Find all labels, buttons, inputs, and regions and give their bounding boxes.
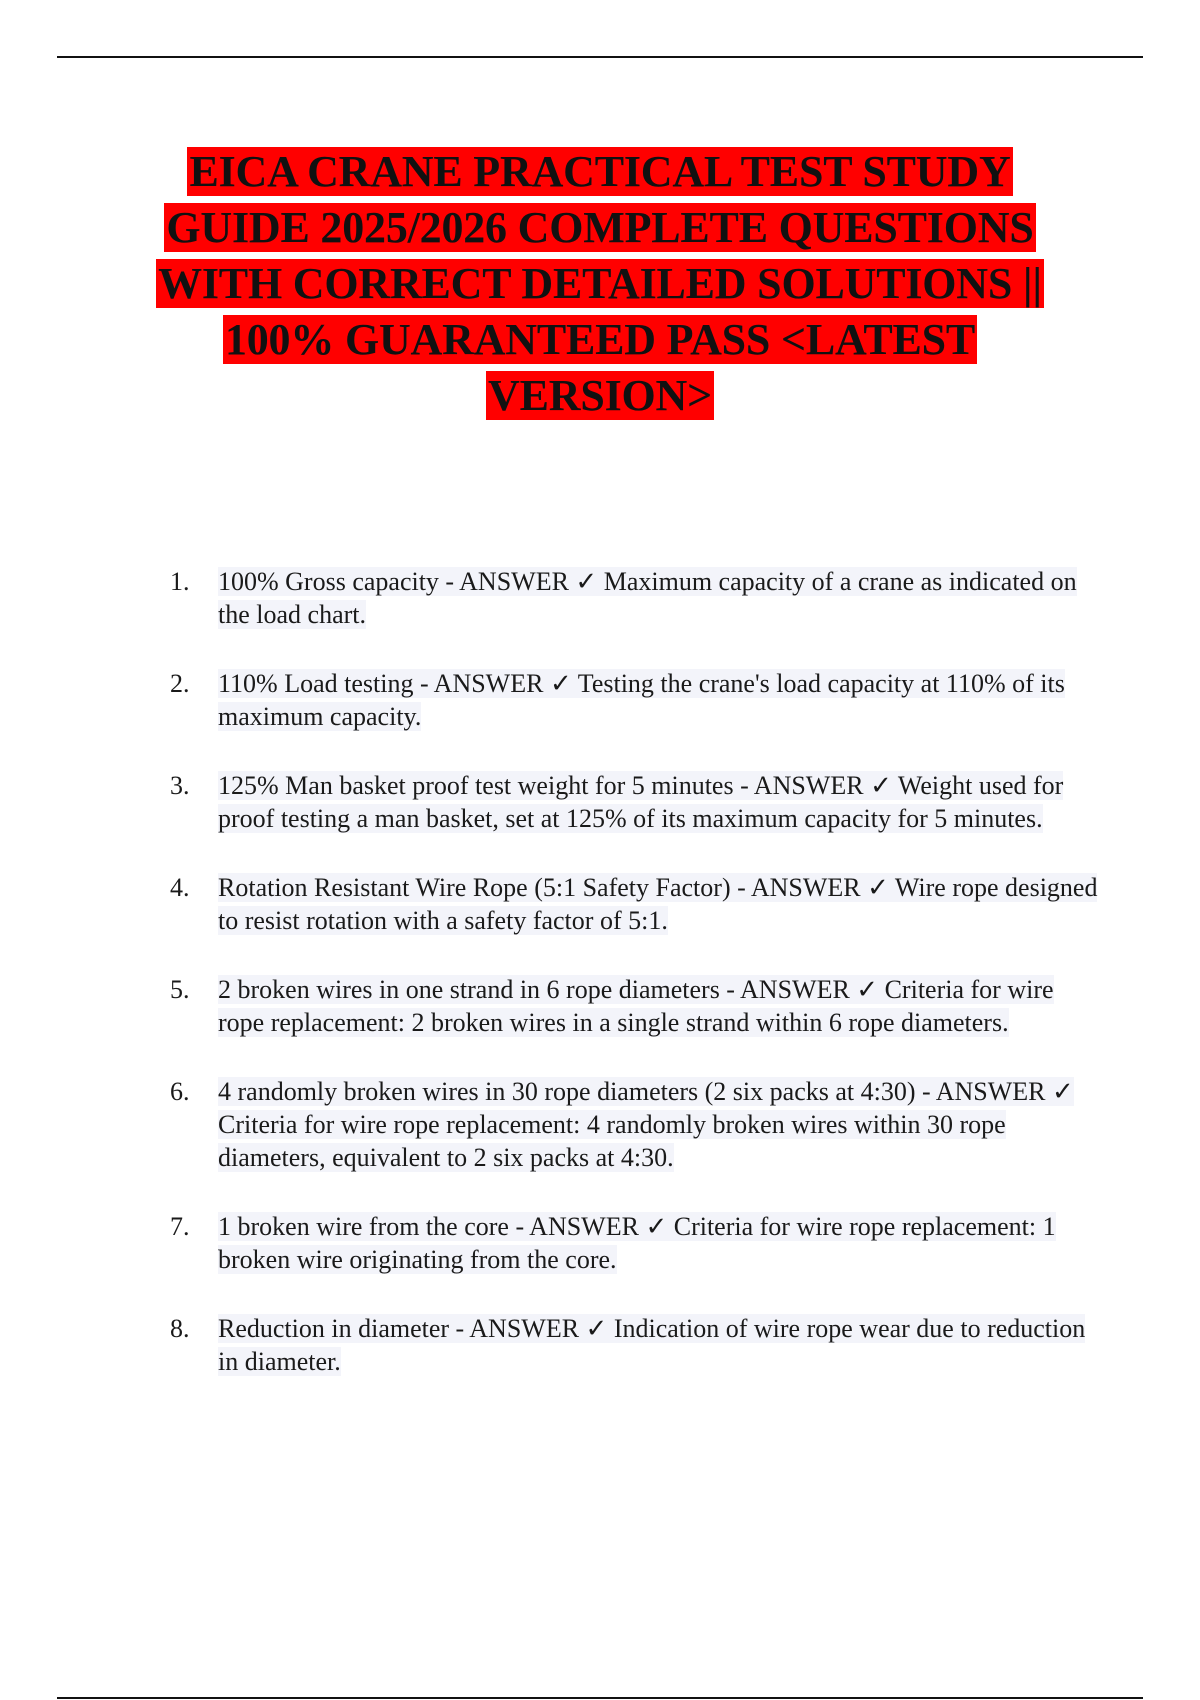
item-text [218, 973, 1100, 1039]
item-number: 6. [170, 1077, 190, 1106]
item-text-content: 1 broken wire from the core - ANSWER ✓ Criteria for wire rope replacement: 1 broken wire originating from the core. [218, 1212, 1056, 1274]
item-text-content: 110% Load testing - ANSWER ✓ Testing the crane's load capacity at 110% of its maximum capacity. [218, 669, 1065, 731]
bottom-rule [57, 1697, 1143, 1699]
item-number: 7. [170, 1212, 190, 1241]
list-item [170, 565, 1100, 631]
item-number: 1. [170, 567, 190, 596]
item-text [218, 1210, 1100, 1276]
item-text-content: 100% Gross capacity - ANSWER ✓ Maximum capacity of a crane as indicated on the load chart. [218, 567, 1077, 629]
item-number: 2. [170, 669, 190, 698]
item-number: 3. [170, 771, 190, 800]
title-block [120, 144, 1080, 424]
item-number: 8. [170, 1314, 190, 1343]
list-item [170, 769, 1100, 835]
item-text-content: 2 broken wires in one strand in 6 rope diameters - ANSWER ✓ Criteria for wire rope replacement: 2 broken wires in a single strand within 6 rope diameters. [218, 975, 1054, 1037]
top-rule [57, 56, 1143, 58]
item-text-content: Rotation Resistant Wire Rope (5:1 Safety Factor) - ANSWER ✓ Wire rope designed to resist rotation with a safety factor of 5:1. [218, 873, 1098, 935]
item-number: 5. [170, 975, 190, 1004]
list-item [170, 1312, 1100, 1378]
list-item [170, 667, 1100, 733]
item-text-content: 125% Man basket proof test weight for 5 minutes - ANSWER ✓ Weight used for proof testing a man basket, set at 125% of its maximum capacity for 5 minutes. [218, 771, 1064, 833]
list-item [170, 1210, 1100, 1276]
item-text [218, 565, 1100, 631]
item-text [218, 1075, 1100, 1174]
item-text [218, 1312, 1100, 1378]
item-text-content: 4 randomly broken wires in 30 rope diameters (2 six packs at 4:30) - ANSWER ✓ Criteria for wire rope replacement: 4 randomly broken wires within 30 rope diameters, equivalent to 2 six packs at 4:30. [218, 1077, 1074, 1172]
document-title [120, 144, 1080, 424]
item-text [218, 769, 1100, 835]
document-title-text: EICA CRANE PRACTICAL TEST STUDY GUIDE 2025/2026 COMPLETE QUESTIONS WITH CORRECT DETAILED SOLUTIONS || 100% GUARANTEED PASS <LATEST VERSION> [158, 147, 1042, 420]
item-text [218, 871, 1100, 937]
item-number: 4. [170, 873, 190, 902]
list-item [170, 1075, 1100, 1174]
item-text-content: Reduction in diameter - ANSWER ✓ Indication of wire rope wear due to reduction in diameter. [218, 1314, 1086, 1376]
item-text [218, 667, 1100, 733]
list-item [170, 973, 1100, 1039]
qa-list [170, 565, 1100, 1378]
list-item [170, 871, 1100, 937]
